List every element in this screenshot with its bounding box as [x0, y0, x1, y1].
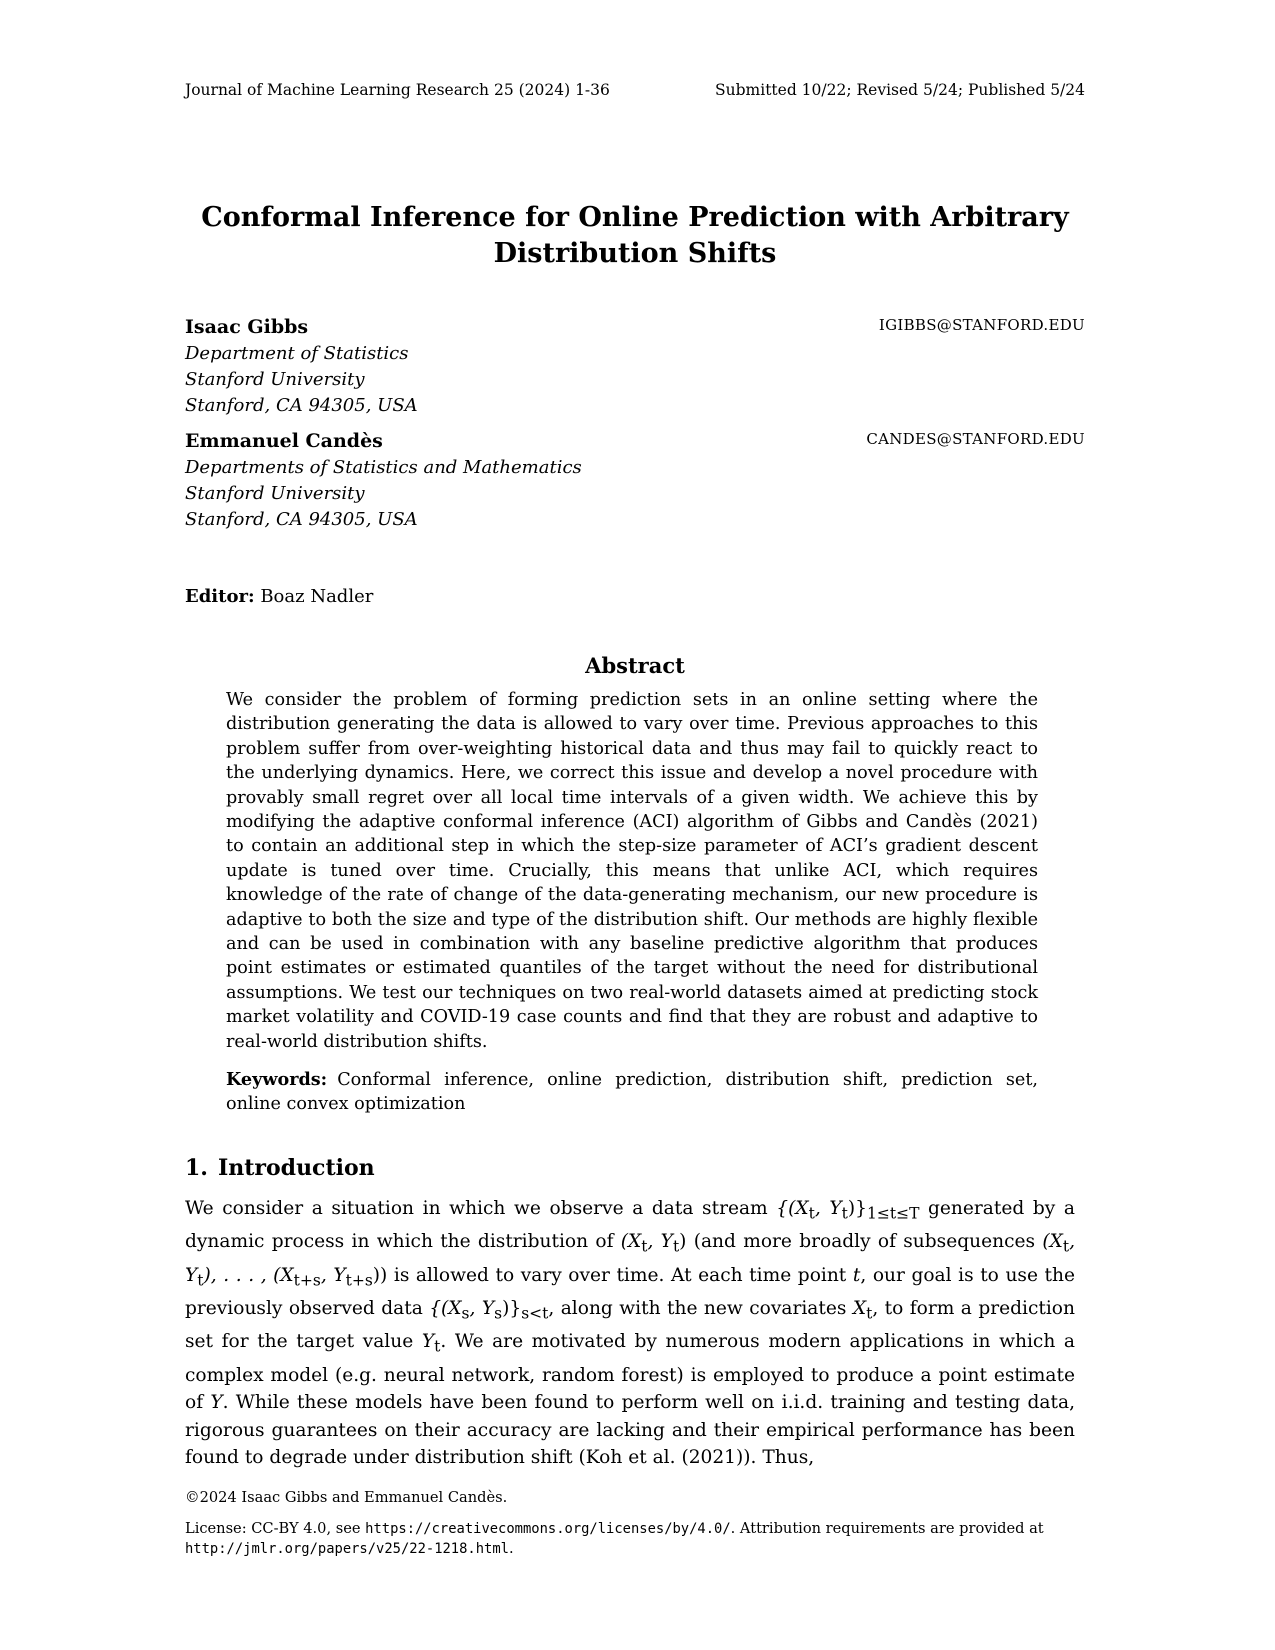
title-line-2: Distribution Shifts [493, 238, 777, 269]
section-number: 1. [185, 1155, 208, 1181]
section-heading [185, 1155, 375, 1181]
abstract-heading: Abstract [585, 653, 685, 678]
author-name: Emmanuel Candès [185, 430, 383, 452]
author-address: Stanford, CA 94305, USA [185, 395, 418, 416]
author-affiliation: Stanford University [185, 369, 365, 390]
author-affiliation: Departments of Statistics and Mathematics [185, 457, 582, 478]
author-affiliation: Department of Statistics [185, 343, 409, 364]
paper-link[interactable]: http://jmlr.org/papers/v25/22-1218.html [185, 1541, 509, 1557]
editor-name: Boaz Nadler [260, 586, 374, 607]
author-block-1 [185, 314, 1085, 419]
abstract-text: We consider the problem of forming prediction sets in an online setting where the distribution generating the data is allowed to vary over time. Previous approaches to this problem suffer from over-weighting historical data and thus may fail to quickly react to the underlying dynamics. Here, we correct this issue and develop a novel procedure with provably small regret over all local time intervals of a given width. We achieve this by modifying the adaptive conformal inference (ACI) algorithm of Gibbs and Candès (2021) to contain an additional step in which the step-size parameter of ACI’s gradient descent update is tuned over time. Crucially, this means that unlike ACI, which requires knowledge of the rate of change of the data-generating mechanism, our new procedure is adaptive to both the size and type of the distribution shift. Our methods are highly flexible and can be used in combination with any baseline predictive algorithm that produces point estimates or estimated quantiles of the target without the need for distributional assumptions. We test our techniques on two real-world datasets aimed at predicting stock market volatility and COVID-19 case counts and find that they are robust and adaptive to real-world distribution shifts. [226, 690, 1038, 1052]
keywords-list: Conformal inference, online prediction, distribution shift, prediction set, online convex optimization [226, 1070, 1038, 1115]
paper-title [185, 200, 1085, 272]
intro-paragraph: We consider a situation in which we observe a data stream {($X_t$, $Y_t)\}_{1\le t\le T}$ generated by a dynamic process in which the distribution of ($X_t$, $Y_t$) (and more broadly of subsequences ($X_t$, $Y_t$), . . . , ($X_{t+s}$, $Y_{t+s}$)) is allowed to vary over time. At each time point t, our goal is to use the previously observed data {($X_s$, $Y_s)\}_{s<t}$, along with the new covariates $X_t$, to form a prediction set for the target value $Y_t$. We are motivated by numerous modern applications in which a complex model (e.g. neural network, random forest) is employed to produce a point estimate of Y. While these models have been found to perform well on i.i.d. training and testing data, rigorous guarantees on their accuracy are lacking and their empirical performance has been found to degrade under distribution shift (Koh et al. (2021)). Thus, [185, 1198, 1076, 1469]
author-email: CANDES@STANFORD.EDU [866, 430, 1085, 448]
author-email: IGIBBS@STANFORD.EDU [878, 316, 1085, 334]
running-header-dates: Submitted 10/22; Revised 5/24; Published 5/24 [715, 81, 1085, 99]
author-block-2 [185, 428, 1085, 533]
editor-line [185, 586, 373, 607]
author-address: Stanford, CA 94305, USA [185, 509, 418, 530]
section-title: Introduction [217, 1155, 375, 1181]
editor-label: Editor: [185, 586, 255, 607]
keywords [226, 1068, 1038, 1117]
author-name: Isaac Gibbs [185, 316, 309, 338]
keywords-label: Keywords: [226, 1069, 328, 1090]
running-header-journal: Journal of Machine Learning Research 25 (2024) 1-36 [185, 81, 610, 99]
license-link[interactable]: https://creativecommons.org/licenses/by/4.0/ [365, 1521, 731, 1537]
license-notice: License: CC-BY 4.0, see https://creativecommons.org/licenses/by/4.0/. Attribution requirements are provided at http://jmlr.org/papers/v25/22-1218.html. [185, 1520, 1044, 1557]
title-line-1: Conformal Inference for Online Prediction with Arbitrary [201, 202, 1069, 233]
author-affiliation: Stanford University [185, 483, 365, 504]
copyright-notice: ©2024 Isaac Gibbs and Emmanuel Candès. [185, 1489, 508, 1506]
